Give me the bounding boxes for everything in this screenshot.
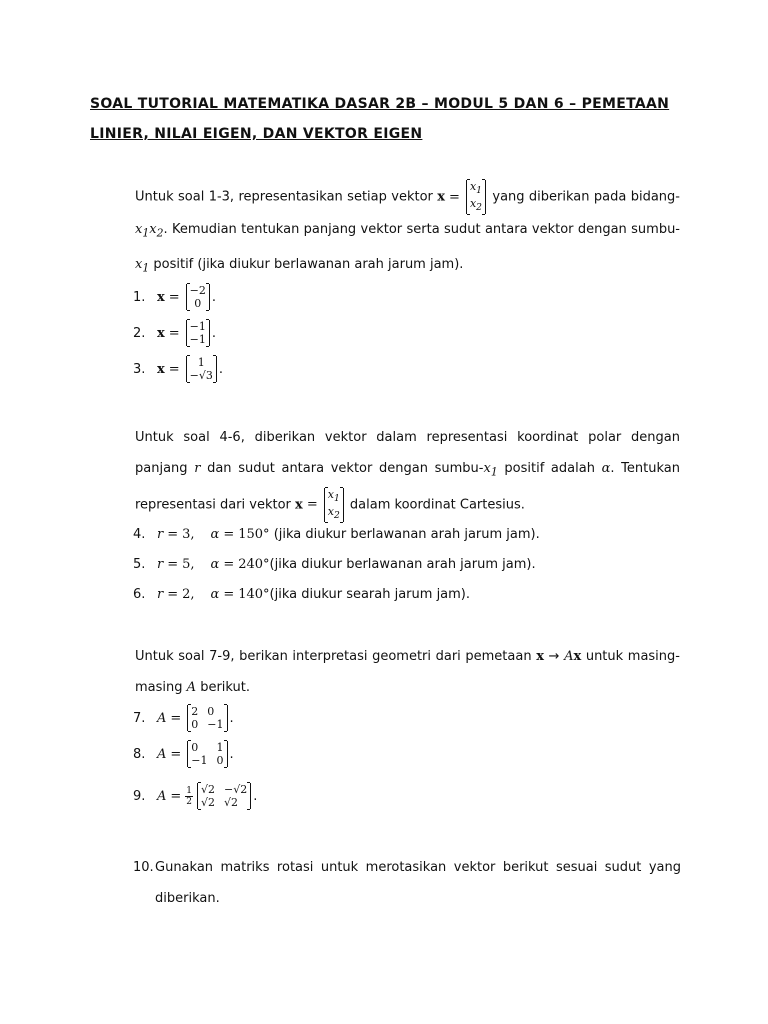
title-line-1: SOAL TUTORIAL MATEMATIKA DASAR 2B – MODUL 5 DAN 6 – PEMETAAN [90, 96, 670, 112]
problem-10: 10. Gunakan matriks rotasi untuk merotasikan vektor berikut sesuai sudut yang diberikan. [133, 860, 681, 906]
problem-5: 5. r = 5, α = 240° (jika diukur berlawanan arah jarum jam). [133, 557, 536, 572]
problem-9: 9. A = $\frac{1}{2}$ √2 −√2 √2 √2 . [133, 783, 258, 809]
problem-6: 6. r = 2, α = 140° (jika diukur searah jarum jam). [133, 587, 471, 602]
problem-3: 3. x = 1 −√3 . [133, 356, 224, 382]
problem-2: 2. x = −1 −1 . [133, 320, 217, 346]
problem-4: 4. r = 3, α = 150° (jika diukur berlawanan arah jarum jam). [133, 527, 540, 542]
section3-intro: Untuk soal 7-9, berikan interpretasi geometri dari pemetaan x → Ax untuk masing- masing A berikut. [135, 649, 680, 695]
section1-intro: Untuk soal 1-3, representasikan setiap vektor x = $x_1$ $x_2$ yang diberikan pada bidang- $x_1x_2$. Kemudian tentukan panjang vektor serta sudut antara vektor dengan sumbu-$x_1$ positif (jika diukur berlawanan arah jarum jam). [135, 180, 680, 275]
section2-intro: Untuk soal 4-6, diberikan vektor dalam representasi koordinat polar dengan panjang r dan sudut antara vektor dengan sumbu-$x_1$ positif adalah α. Tentukan representasi dari vektor x = $x_1$ $x_2$ dalam koordinat Cartesius. [135, 430, 680, 521]
problem-7: 7. A = 2 0 0 −1 . [133, 705, 234, 731]
title-line-2: LINIER, NILAI EIGEN, DAN VEKTOR EIGEN [90, 126, 423, 142]
problem-8: 8. A = 0 1 −1 0 . [133, 741, 234, 767]
problem-1: 1. x = −2 0 . [133, 284, 217, 310]
